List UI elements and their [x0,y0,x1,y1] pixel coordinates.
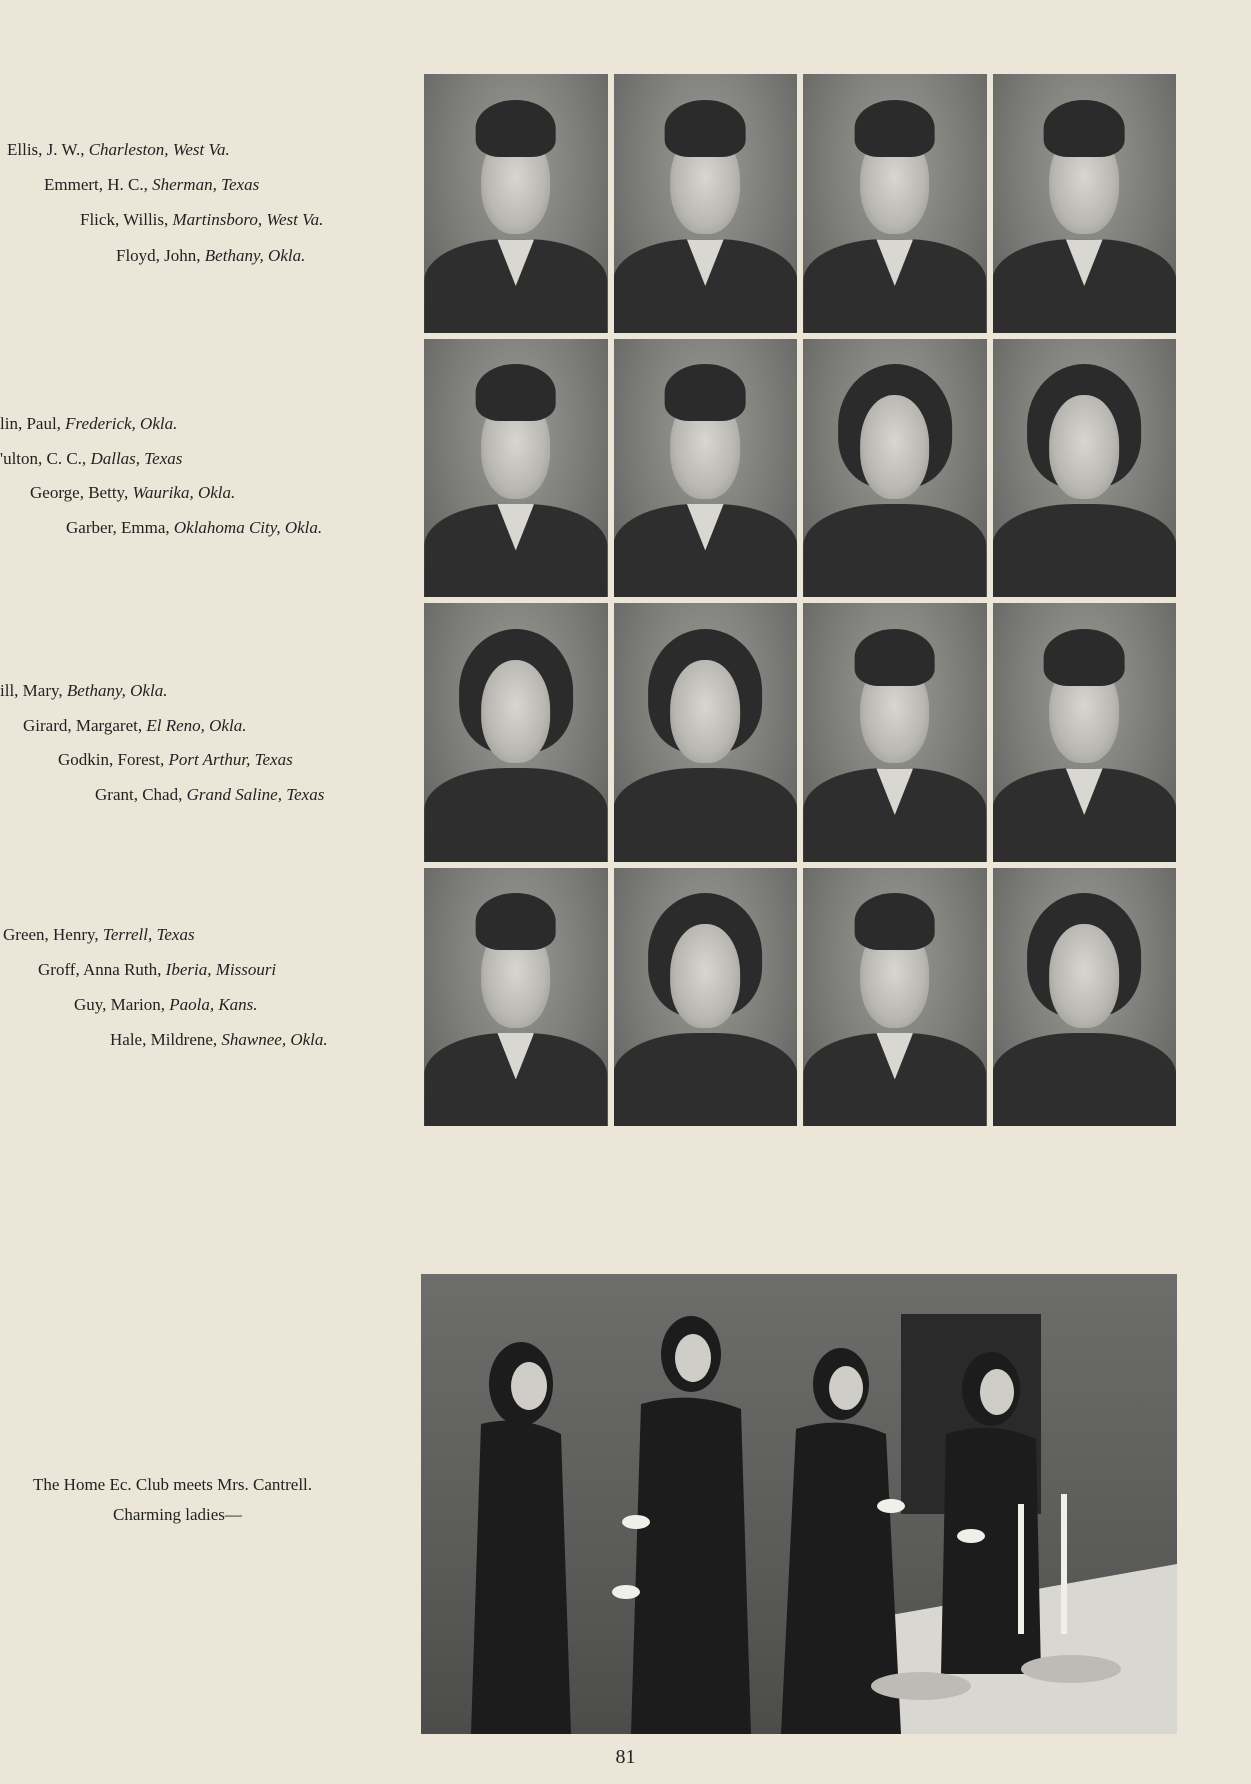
portrait-floyd [993,74,1177,333]
caption-grant: Grant, Chad, Grand Saline, Texas [95,785,325,804]
group-photo-caption-line2: Charming ladies— [113,1505,242,1524]
caption-fulton: 'ulton, C. C., Dallas, Texas [0,449,183,468]
caption-george: George, Betty, Waurika, Okla. [30,483,236,502]
caption-hale: Hale, Mildrene, Shawnee, Okla. [110,1030,328,1049]
portrait-flick [803,74,987,333]
caption-ellis: Ellis, J. W., Charleston, West Va. [7,140,230,159]
caption-mary: ill, Mary, Bethany, Okla. [0,681,168,700]
caption-girard: Girard, Margaret, El Reno, Okla. [23,716,247,735]
portrait-girard [614,603,798,862]
caption-guy: Guy, Marion, Paola, Kans. [74,995,258,1014]
caption-floyd: Floyd, John, Bethany, Okla. [116,246,306,265]
portrait-grant [993,603,1177,862]
portrait-hale [993,868,1177,1127]
portrait-groff [614,868,798,1127]
portrait-godkin [803,603,987,862]
caption-emmert: Emmert, H. C., Sherman, Texas [44,175,260,194]
portrait-paul [424,339,608,598]
caption-godkin: Godkin, Forest, Port Arthur, Texas [58,750,293,769]
portrait-garber [993,339,1177,598]
portrait-grid [424,74,1176,1126]
caption-green: Green, Henry, Terrell, Texas [3,925,195,944]
portrait-green [424,868,608,1127]
portrait-guy [803,868,987,1127]
group-photo-caption-line1: The Home Ec. Club meets Mrs. Cantrell. [33,1475,313,1494]
caption-garber: Garber, Emma, Oklahoma City, Okla. [66,518,323,537]
group-photo [421,1274,1177,1734]
group-photo-illustration [421,1274,1177,1734]
portrait-george [803,339,987,598]
page-number: 81 [615,1746,636,1768]
portrait-emmert [614,74,798,333]
portrait-mary [424,603,608,862]
portrait-fulton [614,339,798,598]
caption-paul: lin, Paul, Frederick, Okla. [0,414,178,433]
caption-groff: Groff, Anna Ruth, Iberia, Missouri [38,960,277,979]
portrait-ellis [424,74,608,333]
caption-flick: Flick, Willis, Martinsboro, West Va. [80,210,324,229]
